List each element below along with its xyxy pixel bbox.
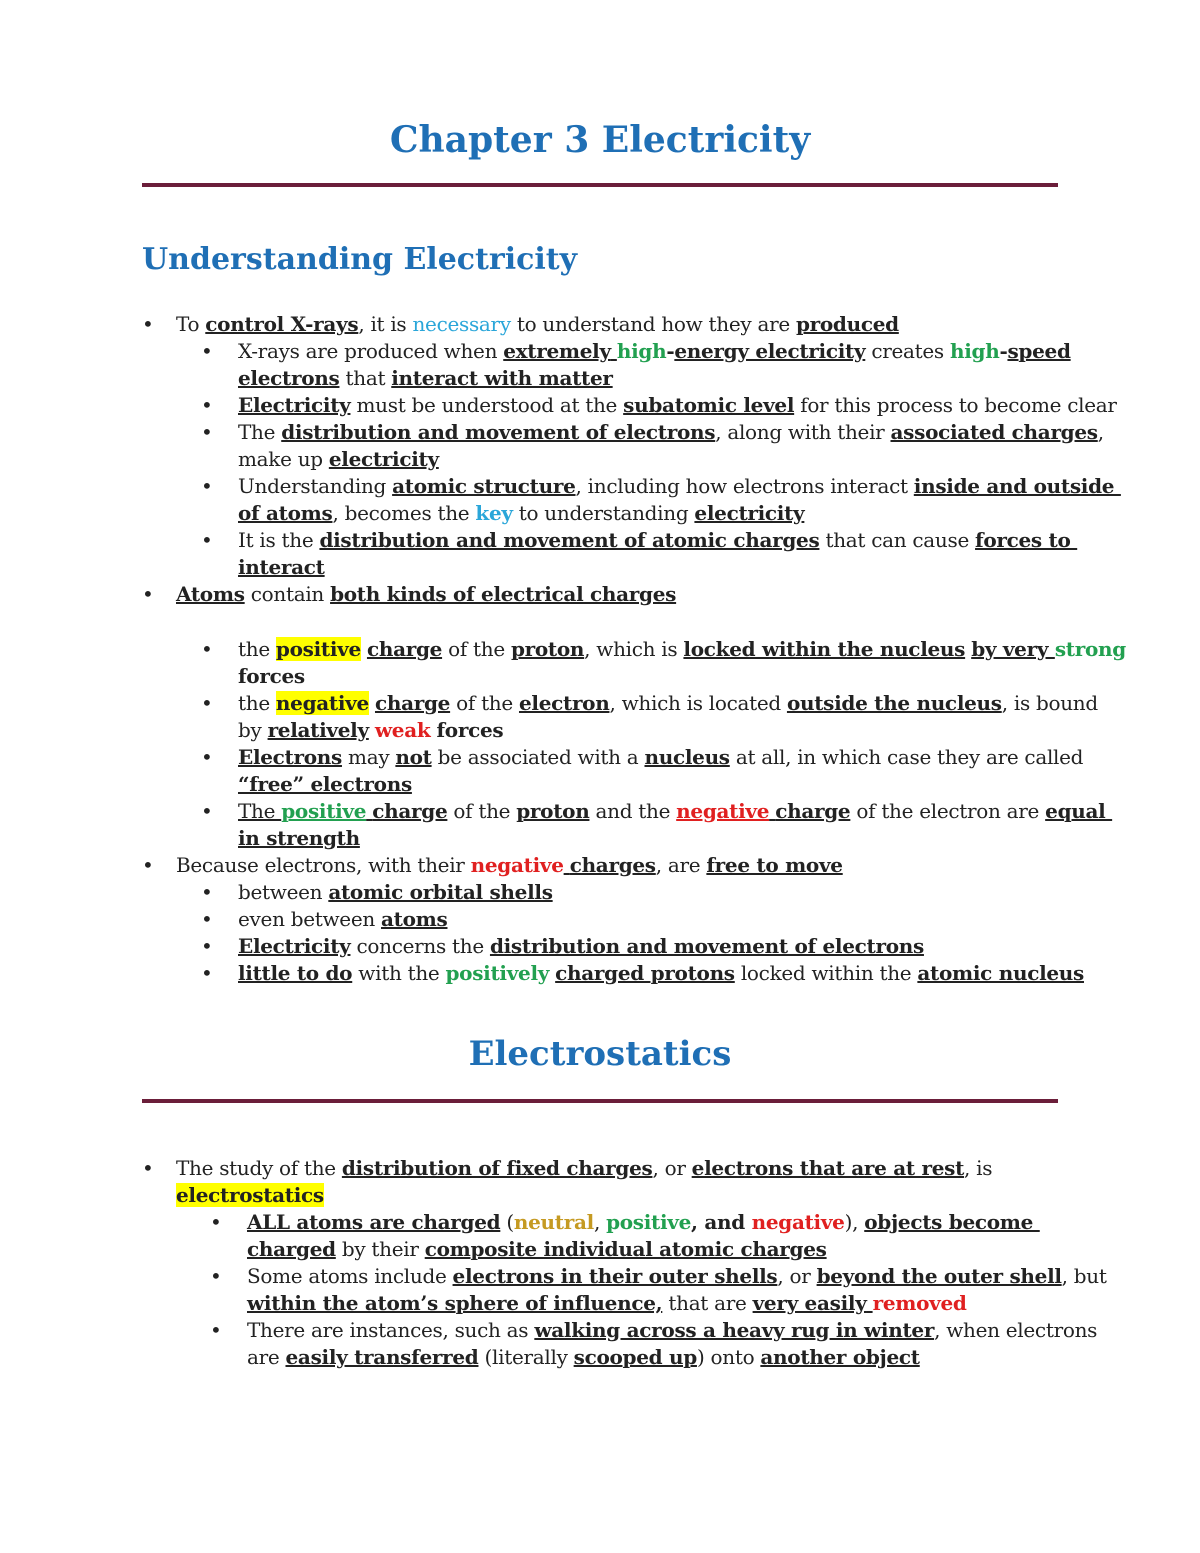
list-item-continuation: in strength <box>238 826 360 850</box>
list-item-continuation: electrons that interact with matter <box>238 366 613 390</box>
page-title: Chapter 3 Electricity <box>389 119 811 161</box>
bullet-icon: • <box>210 1210 222 1234</box>
bullet-icon: • <box>201 393 213 417</box>
list-item: • the positive charge of the proton, which is locked within the nucleus by very strong <box>201 637 1126 661</box>
bullet-icon: • <box>201 528 213 552</box>
bullet-icon: • <box>201 907 213 931</box>
list-item-continuation: charged by their composite individual atomic charges <box>247 1237 827 1261</box>
list-item: • Atoms contain both kinds of electrical charges <box>142 582 677 606</box>
list-item-continuation: make up electricity <box>238 447 439 471</box>
bullet-icon: • <box>201 799 213 823</box>
bullet-icon: • <box>210 1318 222 1342</box>
list-item-continuation: within the atom’s sphere of influence, that are very easily removed <box>247 1291 967 1315</box>
list-item: • To control X-rays, it is necessary to understand how they are produced <box>142 312 899 336</box>
spacer <box>0 608 1200 636</box>
bullet-icon: • <box>201 745 213 769</box>
bullet-icon: • <box>201 420 213 444</box>
bullet-icon: • <box>201 691 213 715</box>
list-item: • Understanding atomic structure, including how electrons interact inside and outside <box>201 474 1121 498</box>
list-item: • Electricity concerns the distribution and movement of electrons <box>201 934 924 958</box>
list-item: • Because electrons, with their negative charges, are free to move <box>142 853 843 877</box>
bullet-icon: • <box>201 339 213 363</box>
list-item: • The positive charge of the proton and the negative charge of the electron are equal <box>201 799 1113 823</box>
bullet-icon: • <box>201 961 213 985</box>
list-item-continuation: by relatively weak forces <box>238 718 504 742</box>
bullet-icon: • <box>201 934 213 958</box>
bullet-icon: • <box>201 880 213 904</box>
bullet-icon: • <box>142 582 154 606</box>
electrostatics-divider <box>142 1099 1058 1103</box>
list-item-continuation: are easily transferred (literally scooped up) onto another object <box>247 1345 920 1369</box>
bullet-icon: • <box>142 312 154 336</box>
understanding-electricity-list <box>0 311 1200 987</box>
bullet-icon: • <box>142 1156 154 1180</box>
list-item: • It is the distribution and movement of atomic charges that can cause forces to <box>201 528 1078 552</box>
list-item: • The distribution and movement of electrons, along with their associated charges, <box>201 420 1104 444</box>
bullet-icon: • <box>142 853 154 877</box>
section-heading-understanding-electricity: Understanding Electricity <box>142 242 578 277</box>
list-item: • even between atoms <box>201 907 448 931</box>
list-item: • ALL atoms are charged (neutral, positive, and negative), objects become <box>210 1210 1040 1234</box>
list-item: • X-rays are produced when extremely high-energy electricity creates high-speed <box>201 339 1071 363</box>
list-item-continuation: electrostatics <box>176 1183 324 1207</box>
bullet-icon: • <box>201 637 213 661</box>
list-item-continuation: of atoms, becomes the key to understanding electricity <box>238 501 805 525</box>
list-item-continuation: interact <box>238 555 325 579</box>
list-item: • Electrons may not be associated with a nucleus at all, in which case they are called <box>201 745 1084 769</box>
list-item: • The study of the distribution of fixed charges, or electrons that are at rest, is <box>142 1156 993 1180</box>
bullet-icon: • <box>210 1264 222 1288</box>
section-heading-electrostatics: Electrostatics <box>468 1034 732 1074</box>
list-item-continuation: forces <box>238 664 305 688</box>
list-item: • Electricity must be understood at the subatomic level for this process to become clear <box>201 393 1117 417</box>
list-item: • little to do with the positively charged protons locked within the atomic nucleus <box>201 961 1084 985</box>
title-divider <box>142 183 1058 187</box>
list-item: • Some atoms include electrons in their outer shells, or beyond the outer shell, but <box>210 1264 1107 1288</box>
electrostatics-list <box>0 1155 1200 1371</box>
bullet-icon: • <box>201 474 213 498</box>
list-item: • the negative charge of the electron, which is located outside the nucleus, is bound <box>201 691 1098 715</box>
list-item: • between atomic orbital shells <box>201 880 553 904</box>
list-item: • There are instances, such as walking across a heavy rug in winter, when electrons <box>210 1318 1098 1342</box>
list-item-continuation: “free” electrons <box>238 772 412 796</box>
